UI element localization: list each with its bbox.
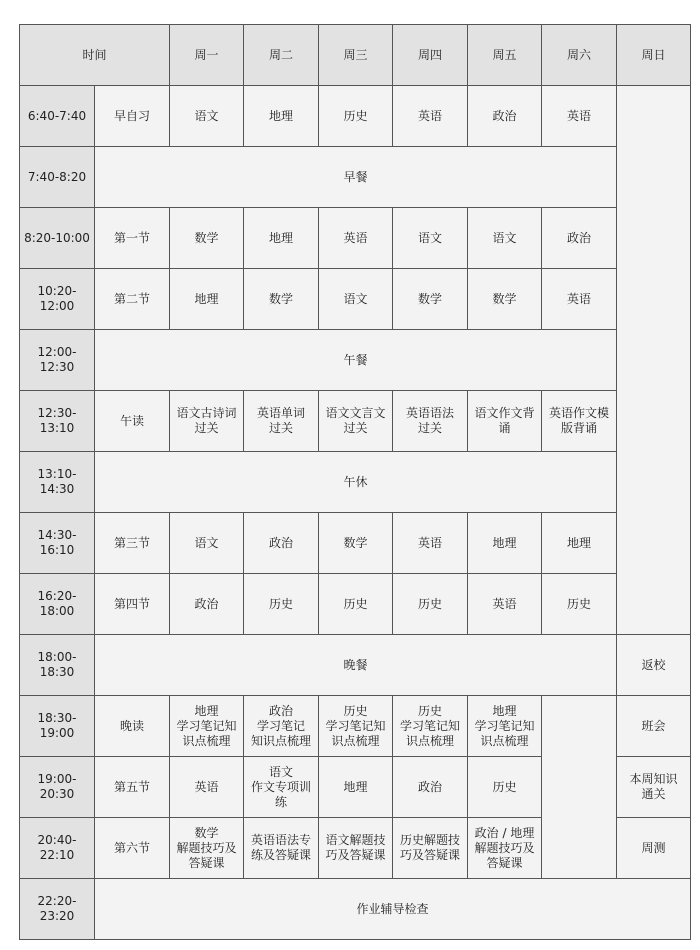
table-row xyxy=(20,330,691,391)
sunday-cell: 返校 xyxy=(617,635,691,696)
header-day-fri: 周五 xyxy=(468,25,542,86)
header-day-thu: 周四 xyxy=(393,25,468,86)
subject-cell: 数学 解题技巧及 答疑课 xyxy=(170,818,244,879)
time-slot: 18:30-19:00 xyxy=(20,696,95,757)
weekly-timetable xyxy=(19,24,691,940)
subject-cell: 语文解题技 巧及答疑课 xyxy=(319,818,393,879)
subject-cell: 历史 xyxy=(542,574,617,635)
subject-cell: 政治 / 地理 解题技巧及 答疑课 xyxy=(468,818,542,879)
time-slot: 19:00-20:30 xyxy=(20,757,95,818)
header-day-tue: 周二 xyxy=(244,25,319,86)
time-slot: 6:40-7:40 xyxy=(20,86,95,147)
period-label: 第六节 xyxy=(95,818,170,879)
header-time: 时间 xyxy=(20,25,170,86)
table-row xyxy=(20,208,691,269)
subject-cell: 政治 xyxy=(170,574,244,635)
period-label: 第一节 xyxy=(95,208,170,269)
table-row xyxy=(20,452,691,513)
breakfast-cell: 早餐 xyxy=(95,147,617,208)
table-row xyxy=(20,696,691,757)
subject-cell: 英语语法 过关 xyxy=(393,391,468,452)
period-label: 晚读 xyxy=(95,696,170,757)
subject-cell: 地理 xyxy=(170,269,244,330)
subject-cell: 数学 xyxy=(244,269,319,330)
table-row xyxy=(20,574,691,635)
subject-cell: 英语 xyxy=(393,513,468,574)
subject-cell: 政治 xyxy=(244,513,319,574)
header-day-sun: 周日 xyxy=(617,25,691,86)
subject-cell: 语文 作文专项训 练 xyxy=(244,757,319,818)
subject-cell: 地理 学习笔记知 识点梳理 xyxy=(468,696,542,757)
time-slot: 13:10-14:30 xyxy=(20,452,95,513)
subject-cell: 历史 学习笔记知 识点梳理 xyxy=(393,696,468,757)
sunday-cell: 本周知识 通关 xyxy=(617,757,691,818)
homework-check-cell: 作业辅导检查 xyxy=(95,879,691,940)
table-row xyxy=(20,391,691,452)
subject-cell: 历史 xyxy=(319,86,393,147)
subject-cell: 历史 xyxy=(319,574,393,635)
header-day-wed: 周三 xyxy=(319,25,393,86)
time-slot: 18:00-18:30 xyxy=(20,635,95,696)
time-slot: 20:40-22:10 xyxy=(20,818,95,879)
subject-cell: 数学 xyxy=(319,513,393,574)
subject-cell: 地理 学习笔记知 识点梳理 xyxy=(170,696,244,757)
subject-cell: 地理 xyxy=(244,86,319,147)
subject-cell: 英语 xyxy=(393,86,468,147)
period-label: 早自习 xyxy=(95,86,170,147)
table-row xyxy=(20,635,691,696)
time-slot: 12:30-13:10 xyxy=(20,391,95,452)
subject-cell: 英语 xyxy=(542,86,617,147)
time-slot: 7:40-8:20 xyxy=(20,147,95,208)
subject-cell: 英语 xyxy=(468,574,542,635)
subject-cell: 数学 xyxy=(393,269,468,330)
subject-cell: 地理 xyxy=(468,513,542,574)
header-day-mon: 周一 xyxy=(170,25,244,86)
nap-cell: 午休 xyxy=(95,452,617,513)
header-day-sat: 周六 xyxy=(542,25,617,86)
subject-cell: 政治 xyxy=(393,757,468,818)
sunday-cell: 班会 xyxy=(617,696,691,757)
subject-cell: 政治 xyxy=(542,208,617,269)
period-label: 第四节 xyxy=(95,574,170,635)
subject-cell: 历史 xyxy=(393,574,468,635)
subject-cell: 历史 xyxy=(468,757,542,818)
sunday-blank-cell xyxy=(617,86,691,635)
lunch-cell: 午餐 xyxy=(95,330,617,391)
time-slot: 16:20-18:00 xyxy=(20,574,95,635)
subject-cell: 历史解题技 巧及答疑课 xyxy=(393,818,468,879)
subject-cell: 语文 xyxy=(170,513,244,574)
subject-cell: 语文文言文 过关 xyxy=(319,391,393,452)
subject-cell: 英语单词 过关 xyxy=(244,391,319,452)
subject-cell: 语文 xyxy=(170,86,244,147)
subject-cell: 历史 xyxy=(244,574,319,635)
period-label: 午读 xyxy=(95,391,170,452)
subject-cell: 语文 xyxy=(468,208,542,269)
header-row xyxy=(20,25,691,86)
time-slot: 12:00-12:30 xyxy=(20,330,95,391)
subject-cell: 语文 xyxy=(393,208,468,269)
table-row xyxy=(20,147,691,208)
subject-cell: 地理 xyxy=(319,757,393,818)
period-label: 第五节 xyxy=(95,757,170,818)
period-label: 第三节 xyxy=(95,513,170,574)
dinner-cell: 晚餐 xyxy=(95,635,617,696)
table-row xyxy=(20,879,691,940)
subject-cell: 英语 xyxy=(319,208,393,269)
time-slot: 8:20-10:00 xyxy=(20,208,95,269)
subject-cell: 地理 xyxy=(244,208,319,269)
table-row xyxy=(20,269,691,330)
time-slot: 22:20-23:20 xyxy=(20,879,95,940)
subject-cell: 英语 xyxy=(170,757,244,818)
subject-cell: 政治 xyxy=(468,86,542,147)
subject-cell: 数学 xyxy=(468,269,542,330)
saturday-blank-cell xyxy=(542,696,617,879)
period-label: 第二节 xyxy=(95,269,170,330)
time-slot: 14:30-16:10 xyxy=(20,513,95,574)
subject-cell: 政治 学习笔记 知识点梳理 xyxy=(244,696,319,757)
subject-cell: 数学 xyxy=(170,208,244,269)
subject-cell: 语文古诗词 过关 xyxy=(170,391,244,452)
subject-cell: 语文 xyxy=(319,269,393,330)
subject-cell: 历史 学习笔记知 识点梳理 xyxy=(319,696,393,757)
subject-cell: 英语语法专 练及答疑课 xyxy=(244,818,319,879)
table-row xyxy=(20,513,691,574)
sunday-cell: 周测 xyxy=(617,818,691,879)
subject-cell: 英语作文模 版背诵 xyxy=(542,391,617,452)
subject-cell: 地理 xyxy=(542,513,617,574)
subject-cell: 语文作文背 诵 xyxy=(468,391,542,452)
time-slot: 10:20-12:00 xyxy=(20,269,95,330)
table-row xyxy=(20,86,691,147)
subject-cell: 英语 xyxy=(542,269,617,330)
